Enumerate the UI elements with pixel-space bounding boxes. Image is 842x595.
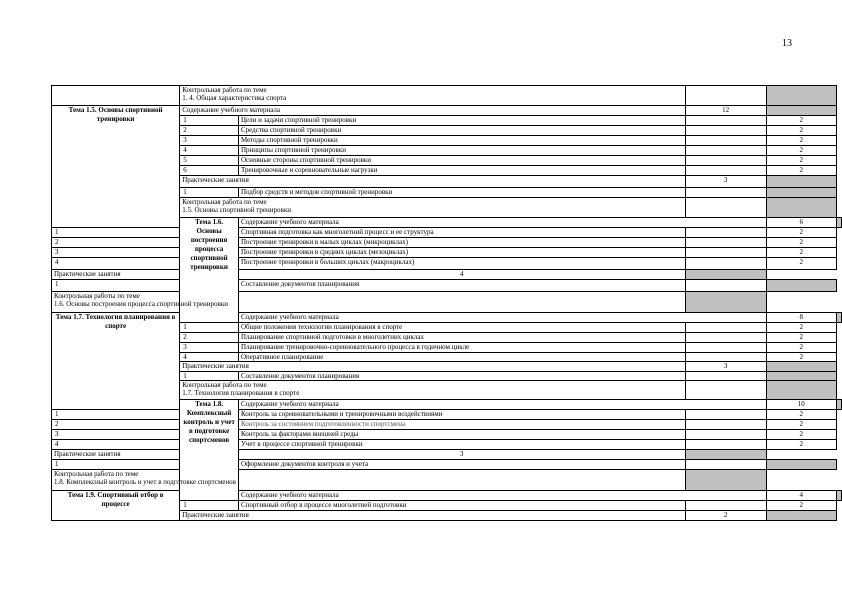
level-cell: 2 bbox=[766, 238, 836, 248]
level-cell: 2 bbox=[766, 333, 836, 343]
level-cell: 2 bbox=[766, 228, 836, 238]
level-cell bbox=[766, 86, 836, 106]
hours-cell: 3 bbox=[238, 450, 685, 460]
item-text: Общие положения технологии планирования в спорте bbox=[238, 323, 685, 333]
level-cell: 2 bbox=[766, 440, 836, 450]
level-cell bbox=[685, 470, 766, 491]
content-line: Контрольная работа по теме bbox=[182, 86, 267, 94]
content-line: Контрольная работа по теме bbox=[182, 198, 267, 206]
content-cell bbox=[180, 86, 685, 106]
topic-cell: Тема 1.6. Основы построения процесса спортивной тренировки bbox=[180, 218, 239, 323]
item-text: Составление документов планирования bbox=[238, 372, 685, 381]
item-number: 3 bbox=[180, 343, 239, 353]
page-number: 13 bbox=[782, 38, 792, 49]
content-cell bbox=[52, 450, 239, 460]
item-number: 2 bbox=[180, 126, 239, 136]
level-cell bbox=[837, 218, 842, 228]
content-line: Содержание учебного материала bbox=[240, 218, 339, 226]
level-cell bbox=[766, 188, 836, 198]
table-row bbox=[52, 258, 842, 270]
table-row bbox=[52, 460, 842, 470]
item-text: Построение тренировки в средних циклах (мезоциклах) bbox=[238, 248, 685, 258]
level-cell bbox=[685, 270, 766, 280]
level-cell: 2 bbox=[766, 136, 836, 146]
level-cell: 2 bbox=[766, 343, 836, 353]
level-cell bbox=[766, 176, 836, 188]
hours-cell bbox=[685, 228, 766, 238]
item-number: 1 bbox=[180, 501, 239, 511]
content-line: 1. 4. Общая характеристика спорта bbox=[182, 94, 287, 102]
hours-cell bbox=[685, 460, 766, 470]
table-row bbox=[52, 470, 842, 491]
content-line: Контрольная работы по теме bbox=[54, 292, 140, 300]
level-cell: 2 bbox=[766, 166, 836, 176]
hours-cell bbox=[685, 136, 766, 146]
hours-cell bbox=[685, 353, 766, 362]
content-line: Практические занятия bbox=[182, 511, 249, 519]
item-number: 4 bbox=[180, 353, 239, 362]
table-row bbox=[52, 313, 842, 323]
table-row bbox=[52, 270, 842, 280]
content-line: Содержание учебного материала bbox=[240, 313, 339, 321]
level-cell: 2 bbox=[766, 248, 836, 258]
hours-cell bbox=[685, 280, 766, 292]
hours-cell: 3 bbox=[685, 176, 766, 188]
item-text: Построение тренировки в малых циклах (микроциклах) bbox=[238, 238, 685, 248]
level-cell bbox=[685, 292, 766, 313]
content-line: Практические занятия bbox=[182, 176, 249, 184]
content-line: Содержание учебного материала bbox=[182, 106, 281, 114]
item-text: Спортивный отбор в процессе многолетней подготовки bbox=[238, 501, 685, 511]
item-text: Контроль за состоянием подготовленности спортсмена bbox=[238, 420, 685, 430]
topic-cell bbox=[52, 86, 180, 106]
content-line: Содержание учебного материала bbox=[240, 400, 339, 408]
item-text: Подбор средств и методов спортивной тренировки bbox=[238, 188, 685, 198]
level-cell bbox=[766, 362, 836, 372]
item-number: 1 bbox=[52, 280, 180, 292]
hours-cell bbox=[685, 86, 766, 106]
content-line: 1.5. Основы спортивной тренировки bbox=[182, 206, 291, 214]
item-number: 4 bbox=[52, 440, 180, 450]
level-cell bbox=[766, 460, 836, 470]
content-cell bbox=[180, 106, 685, 116]
hours-cell: 10 bbox=[766, 400, 836, 410]
table-row bbox=[52, 410, 842, 420]
item-number: 2 bbox=[52, 238, 180, 248]
content-cell bbox=[180, 198, 685, 218]
content-cell bbox=[52, 470, 239, 491]
item-number: 3 bbox=[52, 248, 180, 258]
level-cell: 2 bbox=[766, 501, 836, 511]
hours-cell bbox=[685, 410, 766, 420]
hours-cell: 6 bbox=[766, 218, 836, 228]
table-row bbox=[52, 106, 842, 116]
level-cell bbox=[766, 280, 836, 292]
level-cell: 2 bbox=[766, 353, 836, 362]
content-line: 1.7. Технология планирования в спорте bbox=[182, 389, 300, 397]
hours-cell bbox=[685, 501, 766, 511]
item-text: Тренировочные и соревновательные нагрузки bbox=[238, 166, 685, 176]
hours-cell: 12 bbox=[685, 106, 766, 116]
hours-cell bbox=[685, 372, 766, 381]
item-number: 1 bbox=[52, 460, 180, 470]
level-cell: 2 bbox=[766, 126, 836, 136]
item-text: Принципы спортивной тренировки bbox=[238, 146, 685, 156]
topic-cell: Тема 1.9. Спортивный отбор в процессе bbox=[52, 491, 180, 521]
item-number: 1 bbox=[52, 410, 180, 420]
level-cell bbox=[766, 511, 836, 521]
table-row bbox=[52, 440, 842, 450]
item-number: 2 bbox=[52, 420, 180, 430]
hours-cell: 8 bbox=[766, 313, 836, 323]
curriculum-table bbox=[51, 85, 842, 521]
content-line: Содержание учебного материала bbox=[240, 491, 339, 499]
content-cell bbox=[180, 381, 685, 400]
item-number: 1 bbox=[180, 323, 239, 333]
hours-cell bbox=[685, 188, 766, 198]
hours-cell bbox=[685, 248, 766, 258]
item-number: 4 bbox=[52, 258, 180, 270]
item-text: Построение тренировки в больших циклах (макроциклах) bbox=[238, 258, 685, 270]
content-cell bbox=[180, 176, 685, 188]
item-number: 4 bbox=[180, 146, 239, 156]
table-row bbox=[52, 248, 842, 258]
item-text: Оформление документов контроля и учета bbox=[238, 460, 685, 470]
hours-cell: 4 bbox=[238, 270, 685, 280]
content-cell bbox=[238, 313, 766, 323]
topic-cell: Тема 1.8. Комплексный контроль и учет в подготовке спортсменов bbox=[180, 400, 239, 501]
content-line: Практические занятия bbox=[54, 270, 121, 278]
content-line: Контрольная работа по теме bbox=[54, 470, 139, 478]
hours-cell bbox=[685, 381, 766, 400]
item-number: 1 bbox=[180, 188, 239, 198]
item-text: Методы спортивной тренировки bbox=[238, 136, 685, 146]
item-number: 6 bbox=[180, 166, 239, 176]
topic-cell: Тема 1.5. Основы спортивной тренировки bbox=[52, 106, 180, 228]
hours-cell bbox=[685, 440, 766, 450]
item-number: 2 bbox=[180, 333, 239, 343]
item-text: Контроль за факторами внешней среды bbox=[238, 430, 685, 440]
item-number: 3 bbox=[52, 430, 180, 440]
level-cell bbox=[837, 313, 842, 323]
level-cell bbox=[685, 450, 766, 460]
table-row bbox=[52, 292, 842, 313]
item-text: Средства спортивной тренировки bbox=[238, 126, 685, 136]
hours-cell bbox=[685, 156, 766, 166]
level-cell bbox=[766, 198, 836, 218]
item-text: Составление документов планирования bbox=[238, 280, 685, 292]
hours-cell: 4 bbox=[766, 491, 836, 501]
level-cell bbox=[837, 400, 842, 410]
level-cell: 2 bbox=[766, 146, 836, 156]
item-number: 5 bbox=[180, 156, 239, 166]
hours-cell bbox=[685, 343, 766, 353]
item-number: 1 bbox=[180, 116, 239, 126]
hours-cell bbox=[685, 258, 766, 270]
hours-cell bbox=[685, 430, 766, 440]
table-row bbox=[52, 491, 842, 501]
level-cell bbox=[766, 381, 836, 400]
hours-cell bbox=[685, 198, 766, 218]
table-row bbox=[52, 420, 842, 430]
table-row bbox=[52, 228, 842, 238]
content-cell bbox=[180, 511, 685, 521]
item-text: Планирование спортивной подготовки в многолетних циклах bbox=[238, 333, 685, 343]
hours-cell bbox=[685, 333, 766, 343]
hours-cell: 3 bbox=[685, 362, 766, 372]
table-row bbox=[52, 430, 842, 440]
hours-cell bbox=[685, 420, 766, 430]
table-row bbox=[52, 238, 842, 248]
level-cell bbox=[766, 372, 836, 381]
item-text: Основные стороны спортивной тренировки bbox=[238, 156, 685, 166]
level-cell: 2 bbox=[766, 116, 836, 126]
table-row bbox=[52, 450, 842, 460]
content-line: Практические занятия bbox=[54, 450, 121, 458]
level-cell bbox=[837, 491, 842, 501]
level-cell: 2 bbox=[766, 258, 836, 270]
level-cell: 2 bbox=[766, 156, 836, 166]
item-text: Спортивная подготовка как многолетний процесс и ее структура bbox=[238, 228, 685, 238]
hours-cell bbox=[685, 323, 766, 333]
item-text: Контроль за соревновательными и тренировочными воздействиями bbox=[238, 410, 685, 420]
level-cell: 2 bbox=[766, 430, 836, 440]
item-number: 1 bbox=[52, 228, 180, 238]
content-cell bbox=[238, 491, 766, 501]
level-cell: 2 bbox=[766, 420, 836, 430]
content-cell bbox=[238, 218, 766, 228]
hours-cell bbox=[238, 470, 685, 491]
item-number: 3 bbox=[180, 136, 239, 146]
content-cell bbox=[238, 400, 766, 410]
item-text: Цели и задачи спортивной тренировки bbox=[238, 116, 685, 126]
hours-cell bbox=[685, 116, 766, 126]
hours-cell bbox=[685, 126, 766, 136]
item-text: Учет в процессе спортивной тренировки bbox=[238, 440, 685, 450]
topic-cell: Тема 1.7. Технология планирования в спорте bbox=[52, 313, 180, 410]
content-line: Контрольная работа по теме bbox=[182, 381, 267, 389]
hours-cell bbox=[685, 238, 766, 248]
content-line: 1.6. Основы построения процесса спортивной тренировки bbox=[54, 300, 228, 308]
content-cell bbox=[180, 362, 685, 372]
item-text: Планирование тренировочно-соревновательного процесса в годичном цикле bbox=[238, 343, 685, 353]
table-row bbox=[52, 280, 842, 292]
hours-cell bbox=[685, 166, 766, 176]
level-cell bbox=[766, 106, 836, 116]
item-text: Оперативное планирование bbox=[238, 353, 685, 362]
table-row bbox=[52, 86, 842, 106]
hours-cell bbox=[685, 146, 766, 156]
hours-cell bbox=[238, 292, 685, 313]
hours-cell: 2 bbox=[685, 511, 766, 521]
content-line: Практические занятия bbox=[182, 362, 249, 370]
level-cell: 2 bbox=[766, 410, 836, 420]
content-line: 1.8. Комплексный контроль и учет в подготовке спортсменов bbox=[54, 478, 236, 486]
content-cell bbox=[52, 292, 239, 313]
level-cell: 2 bbox=[766, 323, 836, 333]
item-number: 1 bbox=[180, 372, 239, 381]
